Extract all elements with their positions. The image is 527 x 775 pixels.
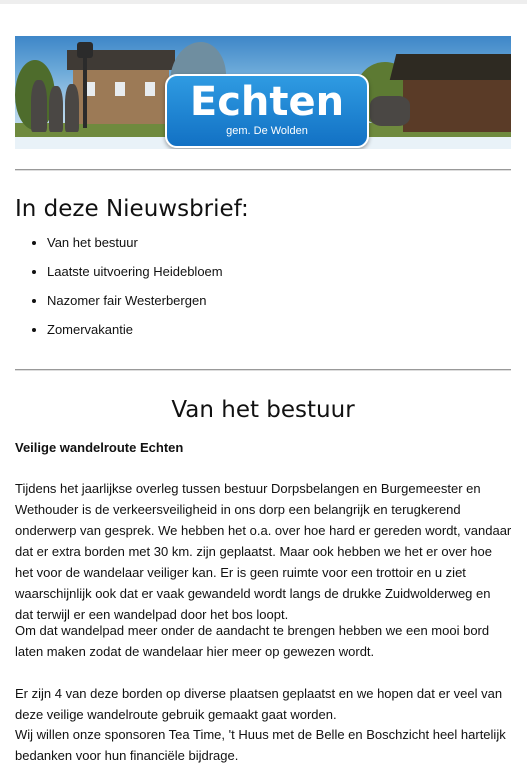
article-paragraph: Wij willen onze sponsoren Tea Time, 't Huus met de Belle en Boschzicht heel hartelijk bedanken voor hun financiële bijdrage.: [15, 727, 506, 763]
echten-logo: [165, 74, 369, 148]
article-title: Van het bestuur: [171, 397, 355, 423]
logo-name: Echten: [189, 79, 345, 125]
toc-item: • Zomervakantie: [47, 321, 223, 350]
statue-image: [31, 80, 47, 132]
farm-barn-image: [403, 76, 511, 132]
divider: [15, 369, 511, 371]
toc-item: • Laatste uitvoering Heidebloem: [47, 263, 223, 292]
toc-item: • Van het bestuur: [47, 234, 223, 263]
toc-heading: In deze Nieuwsbrief:: [15, 196, 249, 222]
article-paragraph: Om dat wandelpad meer onder de aandacht te brengen hebben we een mooi bord laten maken zodat de wandelaar hier meer op gewezen wordt.: [15, 623, 490, 659]
article-paragraph: Tijdens het jaarlijkse overleg tussen bestuur Dorpsbelangen en Burgemeester en Wethouder is de verkeersveiligheid in ons dorp een belangrijk en terugkerend onderwerp van gesprek. We hebben het o.a. over hoe hard er gereden wordt, vandaar dat er extra borden met 30 km. zijn geplaatst. Maar ook hebben we het er over hoe het voor de wandelaar veiliger kan. Er is geen ruimte voor een trottoir en u ziet waarschijnlijk ook dat er vaak gewandeld wordt langs de drukke Zuidwolderweg en dat terwijl er een wandelpad door het bos loopt.: [15, 481, 512, 622]
manor-house-image: [73, 66, 169, 124]
toc-list: [0, 234, 223, 350]
article-paragraph: Er zijn 4 van deze borden op diverse plaatsen geplaatst en we hopen dat er veel van deze veilige wandelroute gebruik gemaakt gaat worden.: [15, 686, 503, 722]
logo-subtitle: gem. De Wolden: [226, 125, 308, 137]
divider: [15, 169, 511, 171]
top-bar: [0, 0, 527, 4]
toc-item: • Nazomer fair Westerbergen: [47, 292, 223, 321]
article-subheading: Veilige wandelroute Echten: [15, 440, 184, 455]
statue-image: [65, 84, 79, 132]
statue-image: [49, 86, 63, 132]
header-banner: [15, 36, 511, 149]
street-lamp-image: [83, 42, 87, 128]
statue-image: [370, 96, 410, 126]
